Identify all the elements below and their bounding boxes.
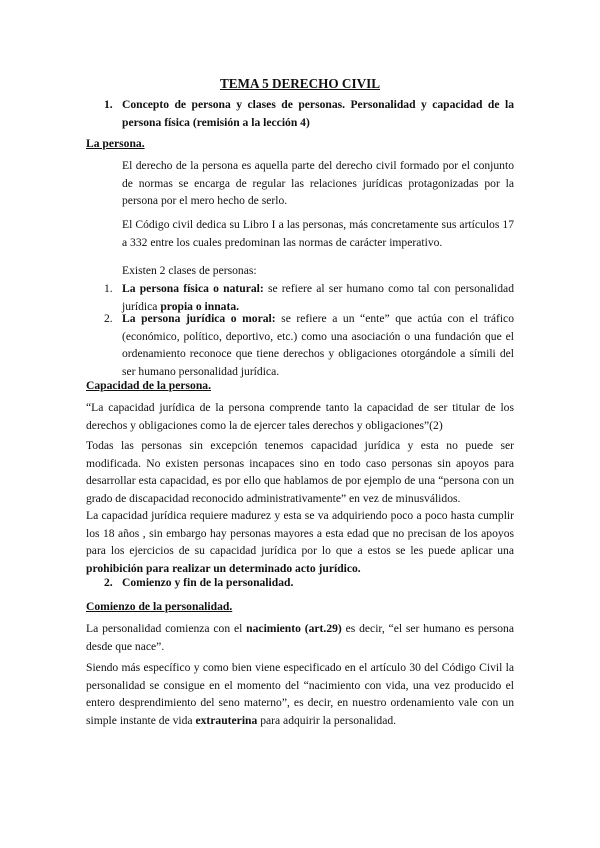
- section-1-heading: Concepto de persona y clases de personas. Personalidad y capacidad de la persona física (remisión a la lección 4): [122, 98, 514, 129]
- list-item-2-number: 2.: [104, 312, 113, 325]
- capacidad-heading: Capacidad de la persona.: [86, 379, 211, 392]
- capacidad-paragraph-1: “La capacidad jurídica de la persona comprende tanto la capacidad de ser titular de los derechos y obligaciones como la de ejercer tales derechos y obligaciones”(2): [86, 401, 514, 432]
- la-persona-paragraph-2: El Código civil dedica su Libro I a las personas, más concretamente sus artículos 17 a 332 entre los cuales predominan las normas de carácter imperativo.: [122, 218, 514, 249]
- list-item-2-text: se refiere a un “ente” que actúa con el tráfico (económico, político, deportivo, etc.) como una asociación o una fundación que el ordenamiento reconoce que tiene derechos y obligaciones otorgándole a símili del ser humano personalidad jurídica.: [122, 312, 514, 378]
- comienzo-paragraph-1-b: es decir, “el ser humano es persona desde que nace”.: [86, 622, 514, 653]
- capacidad-paragraph-2: Todas las personas sin excepción tenemos capacidad jurídica y esta no puede ser modificada. No existen personas incapaces sino en todo caso personas sin apoyos para desarrollar esta capacidad, es por ello que hablamos de por ejemplo de una “persona con un grado de discapacidad reconocido administrativamente” en vez de minusválidos.: [86, 439, 514, 505]
- page-title: TEMA 5 DERECHO CIVIL: [219, 76, 381, 91]
- la-persona-paragraph-1: El derecho de la persona es aquella parte del derecho civil formado por el conjunto de normas se encarga de regular las relaciones jurídicas protagonizadas por la persona por el mero hecho de serlo.: [122, 159, 514, 208]
- capacidad-paragraph-3: [86, 507, 514, 577]
- capacidad-paragraph-3-emphasis: prohibición para realizar un determinado acto jurídico.: [86, 561, 361, 575]
- comienzo-paragraph-1-a: La personalidad comienza con el: [86, 622, 247, 635]
- list-item-1-number: 1.: [104, 282, 113, 295]
- list-item-1-term-2: propia o innata.: [160, 299, 240, 313]
- section-1-number: 1.: [104, 98, 113, 111]
- list-item-1-term: La persona física o natural:: [122, 282, 264, 295]
- list-item-2-term: La persona jurídica o moral:: [122, 312, 276, 325]
- comienzo-paragraph-1: [86, 620, 514, 655]
- comienzo-paragraph-2-a: Siendo más específico y como bien viene especificado en el artículo 30 del Código Civil la personalidad se consigue en el momento del “nacimiento con vida, una vez producido el entero desprendimiento del seno materno”, es decir, en nuestro ordenamiento vale con un simple instante de vida: [86, 661, 514, 727]
- list-item-2: [122, 310, 514, 380]
- section-2-heading: Comienzo y fin de la personalidad.: [122, 576, 294, 589]
- la-persona-paragraph-3: Existen 2 clases de personas:: [122, 264, 257, 277]
- list-item-1-text: se refiere al ser humano como tal con personalidad jurídica: [122, 282, 514, 313]
- comienzo-paragraph-2-b: para adquirir la personalidad.: [257, 713, 397, 727]
- comienzo-paragraph-2: [86, 659, 514, 729]
- comienzo-paragraph-2-emphasis: extrauterina: [195, 713, 258, 727]
- capacidad-paragraph-3-text: La capacidad jurídica requiere madurez y esta se va adquiriendo poco a poco hasta cumplir los 18 años , sin embargo hay personas mayores a esta edad que no precisan de los apoyos para los ejercicios de su capacidad jurídica por lo que a estos se les puede aplicar una: [86, 509, 514, 558]
- la-persona-heading: La persona.: [86, 137, 145, 150]
- comienzo-heading: Comienzo de la personalidad.: [86, 600, 233, 613]
- comienzo-paragraph-1-emphasis: nacimiento (art.29): [246, 622, 342, 635]
- section-2-number: 2.: [104, 576, 113, 589]
